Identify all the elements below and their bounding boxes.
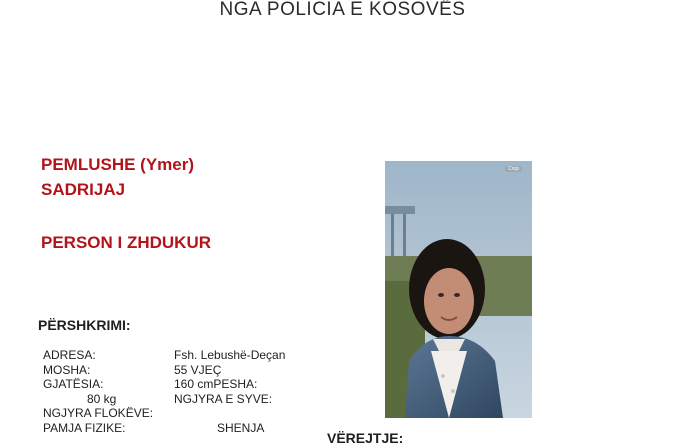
description-details — [43, 348, 343, 435]
height-value: 160 cmPESHA: — [174, 377, 258, 391]
height-row — [43, 377, 343, 392]
weight-eye-row — [43, 392, 343, 407]
address-label: ADRESA: — [43, 348, 96, 362]
weight-value: 80 kg — [87, 391, 117, 406]
person-photo — [385, 161, 532, 418]
age-value: 55 VJEÇ — [174, 362, 222, 377]
physique-row — [43, 421, 343, 436]
height-label: GJATËSIA: — [43, 377, 104, 391]
photo-image — [385, 161, 532, 418]
photo-crop-tag[interactable]: Crop — [505, 166, 522, 172]
person-name-line2: SADRIJAJ — [41, 180, 126, 199]
person-name — [41, 152, 301, 202]
hair-color-row — [43, 406, 343, 421]
age-label: MOSHA: — [43, 362, 91, 377]
physique-label: PAMJA FIZIKE: — [43, 420, 126, 435]
age-row — [43, 363, 343, 378]
remarks-heading: VËREJTJE: — [327, 430, 404, 446]
person-status: PERSON I ZHDUKUR — [41, 233, 212, 252]
address-row — [43, 348, 343, 363]
marks-label: SHENJA — [217, 420, 265, 435]
eye-color-label: NGJYRA E SYVE: — [174, 391, 273, 406]
description-heading: PËRSHKRIMI: — [38, 317, 131, 333]
person-name-line1: PEMLUSHE (Ymer) — [41, 155, 195, 174]
address-value: Fsh. Lebushë-Deçan — [174, 348, 286, 362]
page-title: NGA POLICIA E KOSOVËS — [219, 0, 466, 20]
hair-color-label: NGJYRA FLOKËVE: — [43, 406, 154, 420]
